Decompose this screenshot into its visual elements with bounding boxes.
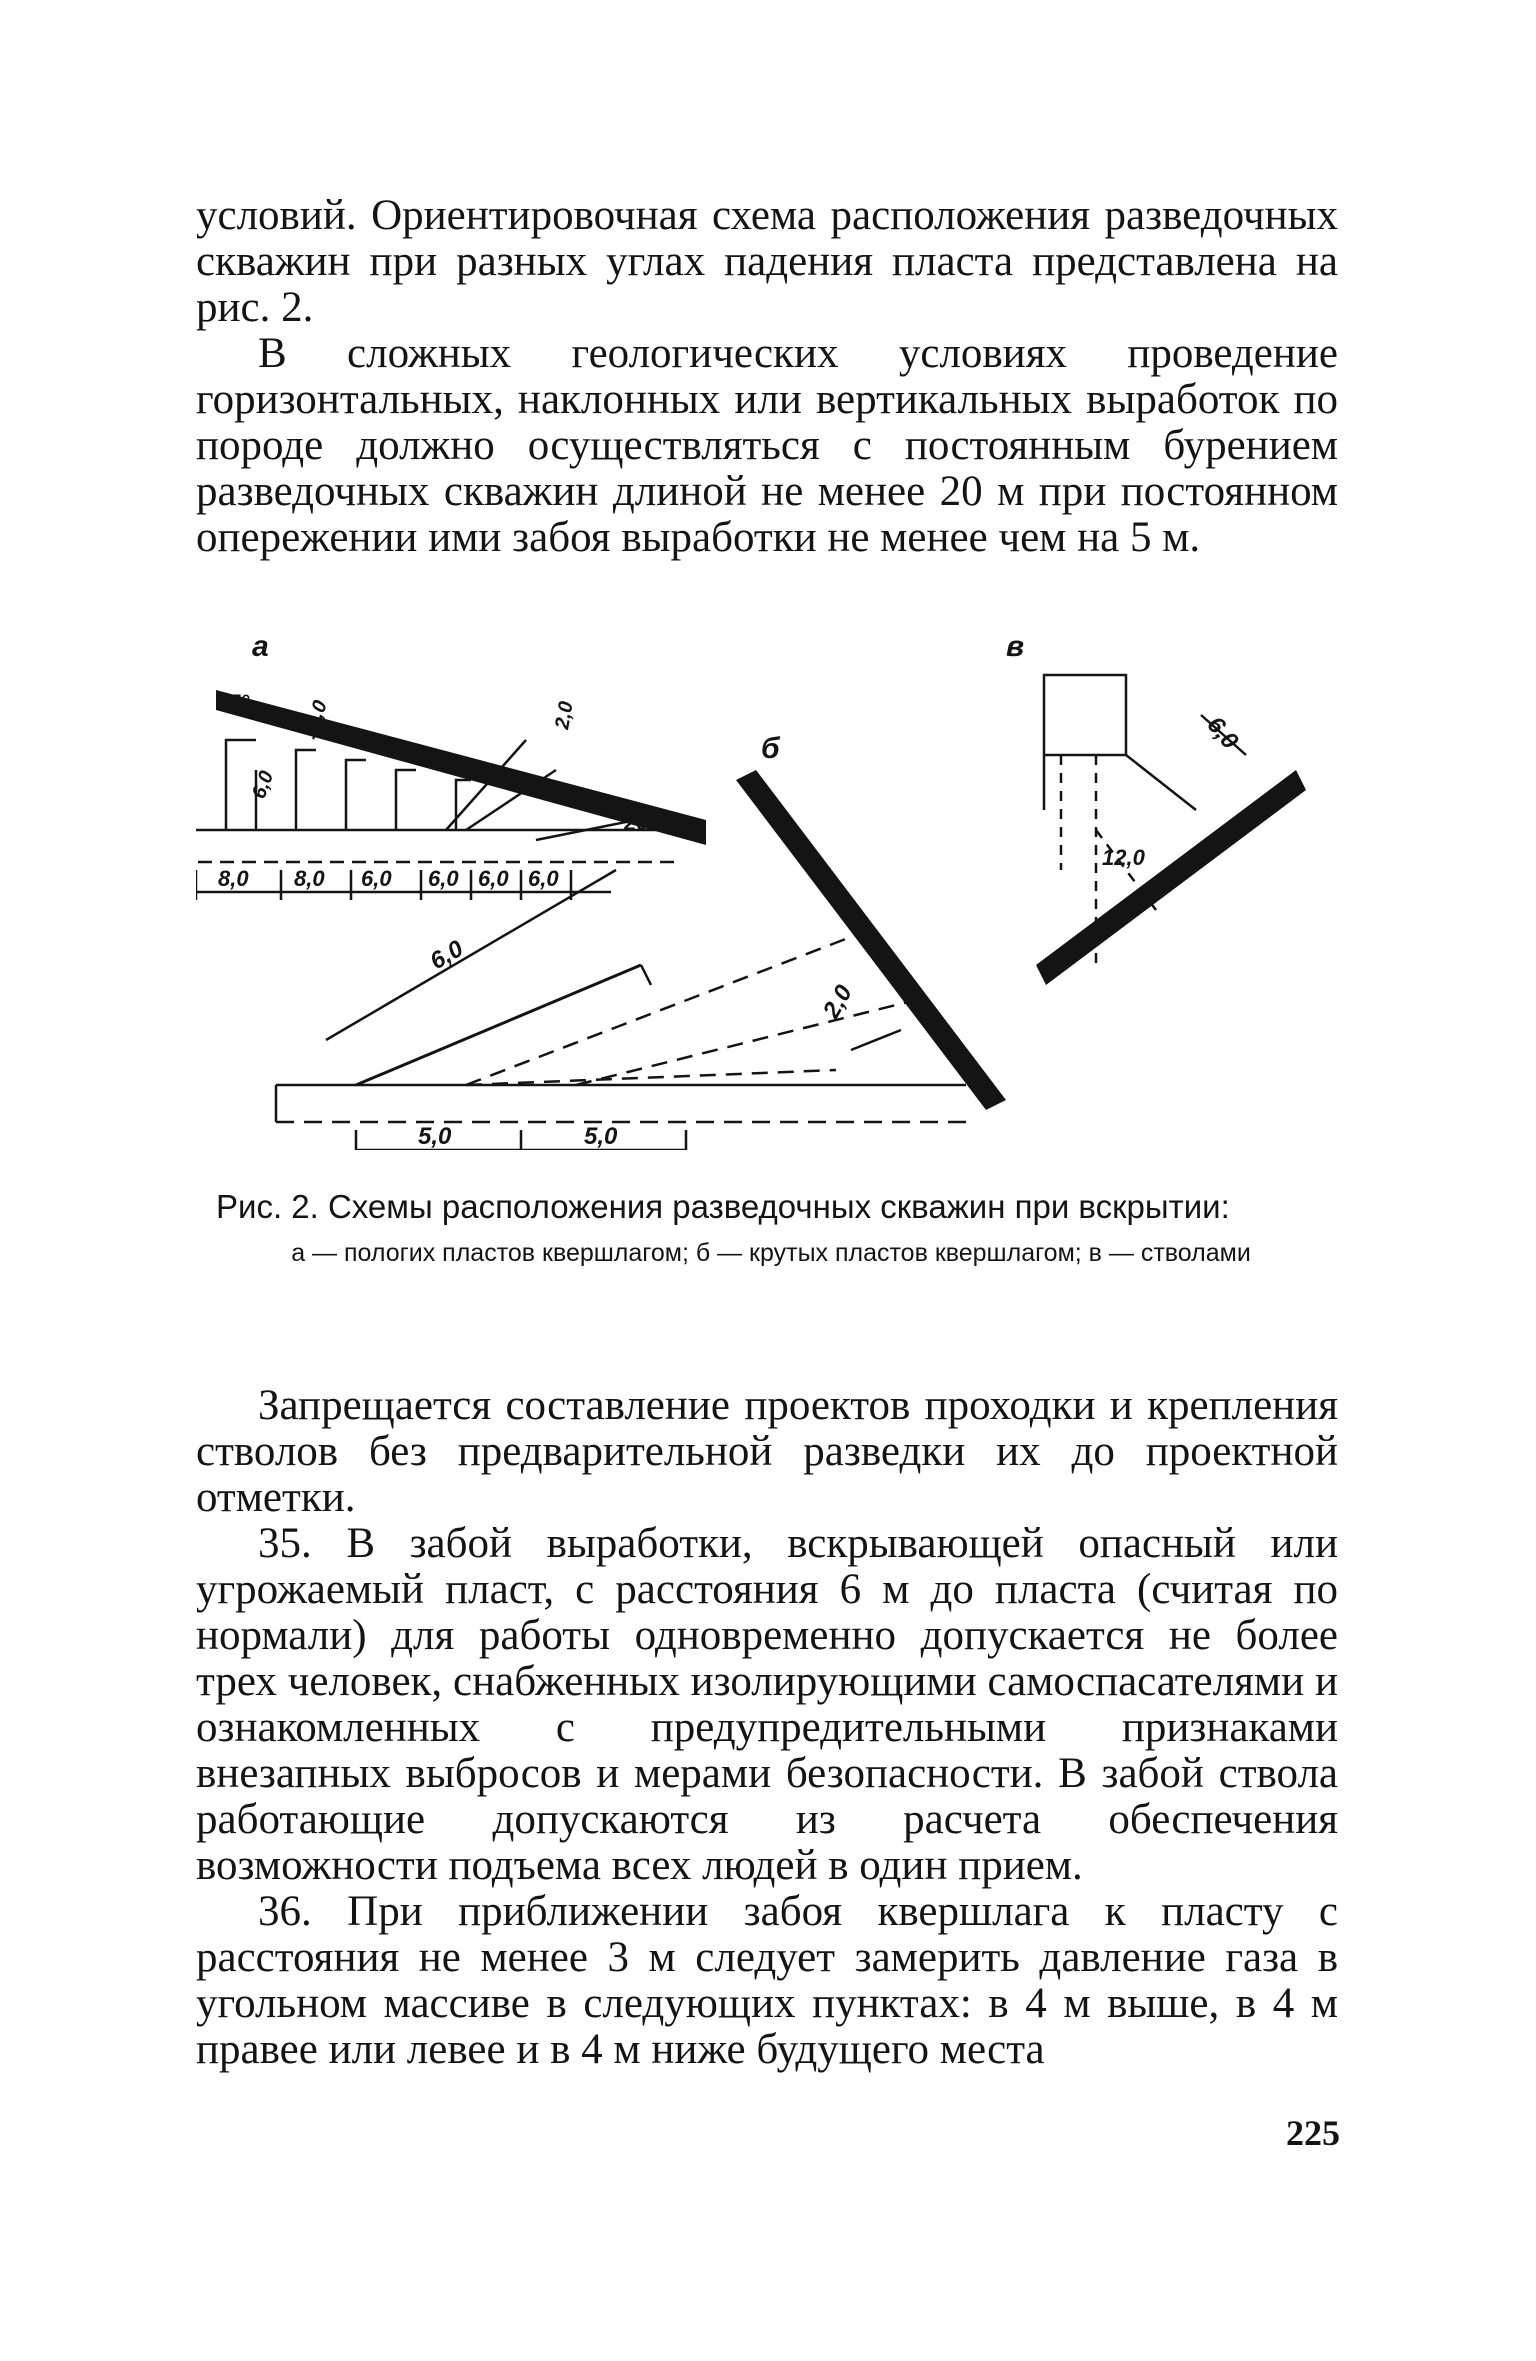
paragraph-36: 36. При приближении забоя квершлага к пласту с расстояния не менее 3 м следует замерить давление газа в угольном массиве в следующих пунктах: в 4 м выше, в 4 м правее или левее и в 4 м ниже будущего места — [196, 1888, 1338, 2073]
dim-b-5-0-first: 5,0 — [418, 1123, 452, 1150]
text-block-top — [196, 193, 1338, 561]
dim-v-6-0: 6,0 — [1201, 711, 1244, 755]
borehole-dashed-2 — [466, 1070, 836, 1085]
seam-v — [1036, 770, 1306, 985]
dim-b-6-0: 6,0 — [425, 935, 468, 976]
dim-a-10-0: 10,0 — [298, 697, 333, 742]
figure-caption-legend: а — пологих пластов квершлагом; б — крутых пластов квершлагом; в — стволами — [291, 1239, 1251, 1267]
dim-a-2-0: 2,0 — [551, 699, 578, 731]
text-block-bottom — [196, 1383, 1338, 2073]
dim-a-6-0-first: 6,0 — [361, 866, 392, 891]
angle-15-label: 15° — [216, 690, 250, 715]
dim-a-8-0-second: 8,0 — [294, 866, 325, 891]
seam-b — [736, 770, 1006, 1110]
angle-20-label: 20° — [624, 810, 658, 835]
panel-b-label: б — [761, 732, 780, 765]
paragraph-geology: В сложных геологических условиях проведение горизонтальных, наклонных или вертикальных выработок по породе должно осуществляться с постоянным бурением разведочных скважин длиной не менее 20 м при постоянном опережении ими забоя выработки не менее чем на 5 м. — [196, 330, 1338, 561]
page-number: 225 — [1286, 2113, 1340, 2153]
dim-a-6-0-second: 6,0 — [428, 866, 459, 891]
dim-v-12-0: 12,0 — [1102, 845, 1145, 870]
dim-b-5-0-second: 5,0 — [584, 1123, 618, 1150]
panel-a-label: а — [252, 630, 269, 663]
borehole-dashed-3 — [576, 1000, 916, 1085]
dim-b-2-0: 2,0 — [817, 980, 858, 1023]
paragraph-prohibition: Запрещается составление проектов проходки и крепления стволов без предварительной разведки их до проектной отметки. — [196, 1382, 1338, 1521]
dim-a-6-0-vertical: 6,0 — [248, 768, 279, 802]
dim-a-6-0-fourth: 6,0 — [528, 866, 559, 891]
panel-b — [276, 732, 1006, 1150]
dim-a-8-0-first: 8,0 — [218, 866, 249, 891]
panel-a — [196, 630, 706, 900]
panel-v-label: в — [1006, 630, 1025, 663]
dim-a-6-0-third: 6,0 — [478, 866, 509, 891]
paragraph-continuation: условий. Ориентировочная схема расположения разведочных скважин при разных углах падения пласта представлена на рис. 2. — [196, 192, 1338, 331]
panel-v — [1006, 630, 1306, 985]
paragraph-35: 35. В забой выработки, вскрывающей опасный или угрожаемый пласт, с расстояния 6 м до пласта (считая по нормали) для работы одновременно допускается не более трех человек, снабженных изолирующими самоспасателями и ознакомленных с предупредительными признаками внезапных выбросов и мерами безопасности. В забой ствола работающие допускаются из расчета обеспечения возможности подъема всех людей в один прием. — [196, 1520, 1338, 1889]
figure-caption: Рис. 2. Схемы расположения разведочных скважин при вскрытии: — [216, 1188, 1230, 1225]
figure-2-diagram — [196, 630, 1338, 1150]
